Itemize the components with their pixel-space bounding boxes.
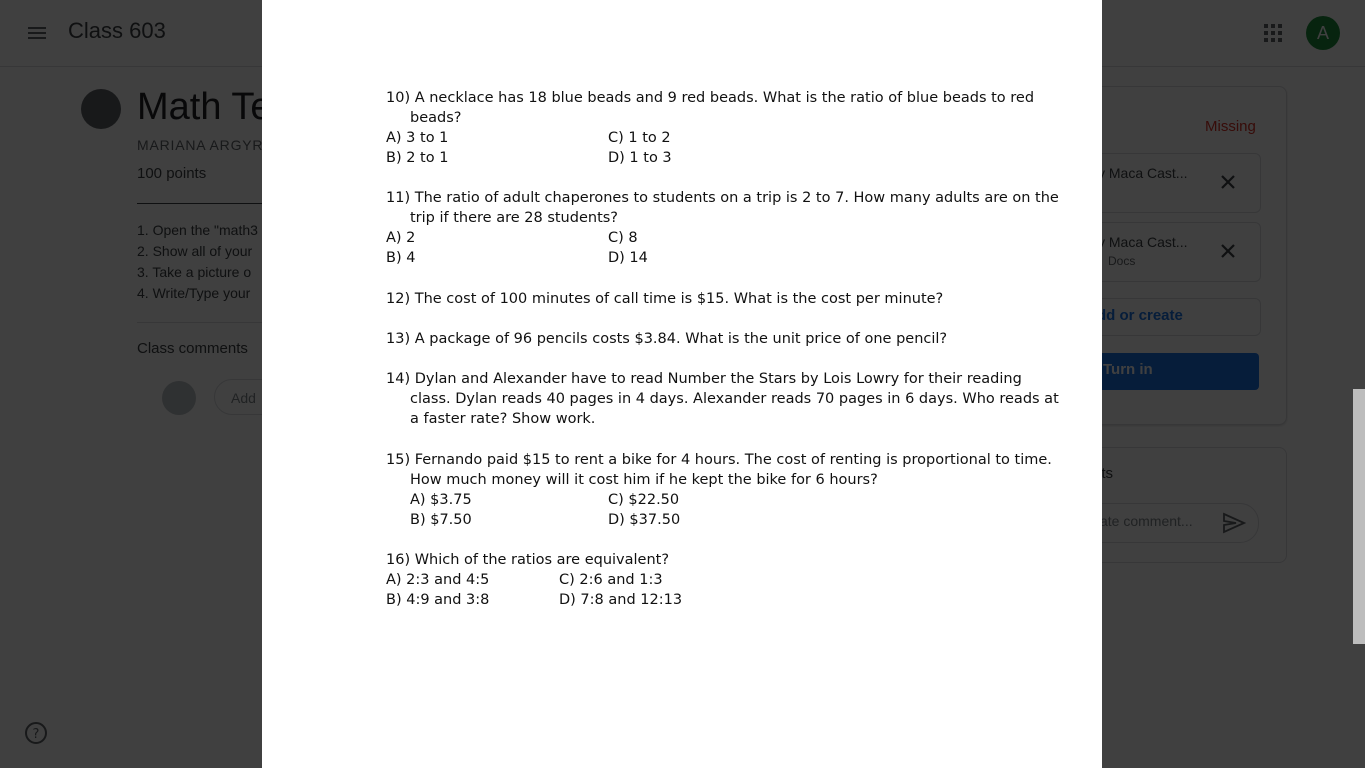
option: C) 8	[608, 230, 638, 246]
question-14: 14) Dylan and Alexander have to read Number the Stars by Lois Lowry for their reading	[386, 371, 1022, 387]
option: C) $22.50	[608, 492, 680, 508]
question-11-cont: trip if there are 28 students?	[410, 210, 618, 226]
option: C) 1 to 2	[608, 130, 671, 146]
question-14-cont: a faster rate? Show work.	[410, 411, 596, 427]
option: A) $3.75	[410, 492, 472, 508]
question-11: 11) The ratio of adult chaperones to students on a trip is 2 to 7. How many adults are on the	[386, 190, 1059, 206]
option: B) 4:9 and 3:8	[386, 592, 490, 608]
question-13: 13) A package of 96 pencils costs $3.84. What is the unit price of one pencil?	[386, 331, 948, 347]
option: B) 4	[386, 250, 416, 266]
question-10: 10) A necklace has 18 blue beads and 9 red beads. What is the ratio of blue beads to red	[386, 90, 1035, 106]
question-10-cont: beads?	[410, 110, 462, 126]
question-12: 12) The cost of 100 minutes of call time is $15. What is the cost per minute?	[386, 291, 944, 307]
scrollbar-thumb[interactable]	[1353, 389, 1365, 644]
option: A) 3 to 1	[386, 130, 449, 146]
option: B) 2 to 1	[386, 150, 449, 166]
option: C) 2:6 and 1:3	[559, 572, 663, 588]
option: B) $7.50	[410, 512, 472, 528]
option: D) 1 to 3	[608, 150, 672, 166]
option: D) 14	[608, 250, 648, 266]
question-15: 15) Fernando paid $15 to rent a bike for 4 hours. The cost of renting is proportional to time.	[386, 452, 1052, 468]
question-15-cont: How much money will it cost him if he kept the bike for 6 hours?	[410, 472, 878, 488]
option: D) 7:8 and 12:13	[559, 592, 683, 608]
option: A) 2:3 and 4:5	[386, 572, 490, 588]
option: D) $37.50	[608, 512, 681, 528]
question-16: 16) Which of the ratios are equivalent?	[386, 552, 670, 568]
question-14-cont: class. Dylan reads 40 pages in 4 days. Alexander reads 70 pages in 6 days. Who reads at	[410, 391, 1059, 407]
option: A) 2	[386, 230, 416, 246]
